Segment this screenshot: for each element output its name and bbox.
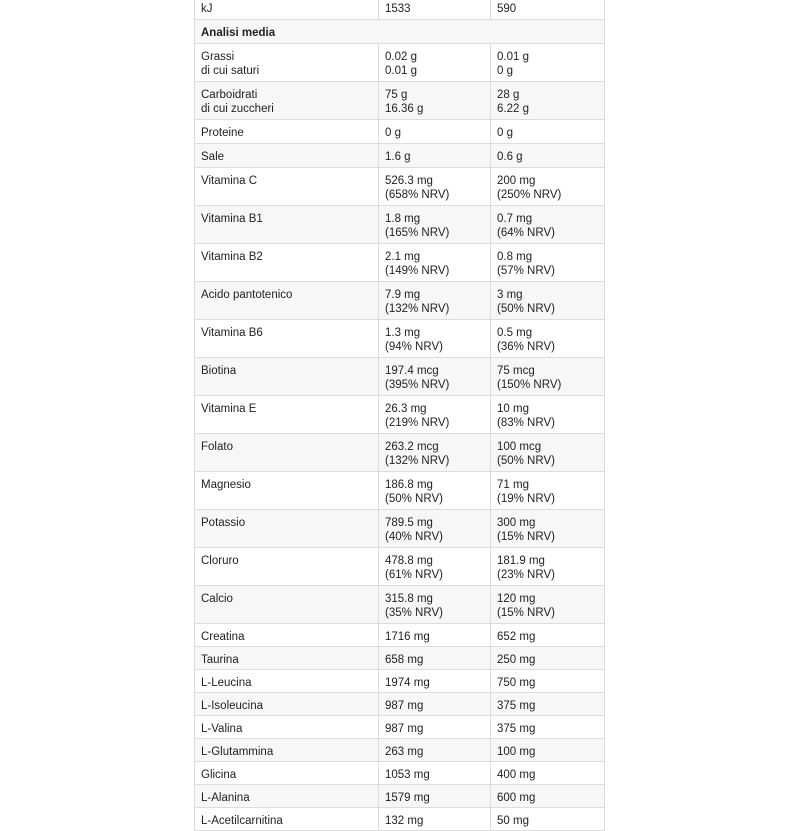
value-per-serving-cell (491, 472, 605, 510)
cell-line: 6.22 g (497, 103, 529, 115)
table-row (195, 586, 605, 624)
cell-line: 0.6 g (497, 151, 523, 163)
value-per-100g-cell (379, 808, 491, 831)
value-per-100g-cell (379, 168, 491, 206)
nutrient-name-cell (195, 358, 379, 396)
cell-line: 0.7 mg (497, 213, 533, 225)
nutrient-name-cell (195, 282, 379, 320)
value-per-100g-cell (379, 358, 491, 396)
cell-line: (149% NRV) (385, 265, 450, 277)
value-per-serving-cell (491, 693, 605, 716)
nutrient-name-cell (195, 144, 379, 168)
cell-line: (219% NRV) (385, 417, 450, 429)
section-header-row (195, 20, 605, 44)
table-row (195, 206, 605, 244)
nutrient-name-cell (195, 586, 379, 624)
cell-line: 1974 mg (385, 677, 430, 689)
cell-line: Proteine (201, 127, 244, 139)
cell-line: 1053 mg (385, 769, 430, 781)
cell-line: L-Isoleucina (201, 700, 264, 712)
cell-line: Glicina (201, 769, 237, 781)
cell-line: L-Alanina (201, 792, 250, 804)
cell-line: (40% NRV) (385, 531, 443, 543)
table-row (195, 244, 605, 282)
cell-line: 263 mg (385, 746, 424, 758)
table-row (195, 82, 605, 120)
table-row (195, 785, 605, 808)
cell-line: 200 mg (497, 175, 536, 187)
cell-line: 75 mcg (497, 365, 535, 377)
nutrient-name-cell (195, 670, 379, 693)
nutrient-name-cell (195, 168, 379, 206)
value-per-100g-cell (379, 670, 491, 693)
value-per-serving-cell (491, 624, 605, 647)
nutrition-table-container (194, 0, 604, 831)
table-row (195, 434, 605, 472)
table-row (195, 320, 605, 358)
value-per-100g-cell (379, 693, 491, 716)
cell-line: 7.9 mg (385, 289, 421, 301)
cell-line: 0 g (385, 127, 401, 139)
cell-line: 1716 mg (385, 631, 430, 643)
cell-line: 10 mg (497, 403, 529, 415)
cell-line: 120 mg (497, 593, 536, 605)
cell-line: (395% NRV) (385, 379, 450, 391)
cell-line: L-Valina (201, 723, 243, 735)
cell-line: 658 mg (385, 654, 424, 666)
cell-line: 987 mg (385, 700, 424, 712)
cell-line: Cloruro (201, 555, 239, 567)
table-row (195, 670, 605, 693)
cell-line: di cui saturi (201, 65, 260, 77)
cell-line: Taurina (201, 654, 239, 666)
cell-line: 1533 (385, 3, 411, 15)
nutrient-name-cell (195, 120, 379, 144)
cell-line: (61% NRV) (385, 569, 443, 581)
cell-line: Vitamina E (201, 403, 257, 415)
cell-line: (50% NRV) (385, 493, 443, 505)
value-per-serving-cell (491, 206, 605, 244)
value-per-serving-cell (491, 670, 605, 693)
cell-line: Acido pantotenico (201, 289, 293, 301)
cell-line: Vitamina C (201, 175, 258, 187)
value-per-100g-cell (379, 396, 491, 434)
cell-line: Sale (201, 151, 225, 163)
cell-line: 16.36 g (385, 103, 424, 115)
nutrient-name-cell (195, 510, 379, 548)
cell-line: 28 g (497, 89, 520, 101)
cell-line: 1.8 mg (385, 213, 421, 225)
cell-line: Biotina (201, 365, 237, 377)
cell-line: 100 mg (497, 746, 536, 758)
value-per-serving-cell (491, 144, 605, 168)
cell-line: di cui zuccheri (201, 103, 274, 115)
table-row (195, 808, 605, 831)
value-per-serving-cell (491, 396, 605, 434)
cell-line: 789.5 mg (385, 517, 433, 529)
value-per-100g-cell (379, 762, 491, 785)
cell-line: 0.01 g (497, 51, 529, 63)
value-per-100g-cell (379, 44, 491, 82)
cell-line: 0.8 mg (497, 251, 533, 263)
cell-line: (23% NRV) (497, 569, 555, 581)
cell-line: (35% NRV) (385, 607, 443, 619)
nutrient-name-cell (195, 434, 379, 472)
nutrient-name-cell (195, 716, 379, 739)
value-per-100g-cell (379, 244, 491, 282)
cell-line: (250% NRV) (497, 189, 562, 201)
cell-line: 1579 mg (385, 792, 430, 804)
nutrient-name-cell (195, 44, 379, 82)
cell-line: (57% NRV) (497, 265, 555, 277)
nutrient-name-cell (195, 785, 379, 808)
cell-line: kJ (201, 3, 213, 15)
cell-line: 181.9 mg (497, 555, 545, 567)
value-per-serving-cell (491, 82, 605, 120)
table-row (195, 120, 605, 144)
table-row (195, 548, 605, 586)
value-per-100g-cell (379, 320, 491, 358)
cell-line: Creatina (201, 631, 245, 643)
table-row (195, 168, 605, 206)
cell-line: 75 g (385, 89, 408, 101)
value-per-100g-cell (379, 624, 491, 647)
cell-line: (19% NRV) (497, 493, 555, 505)
section-title: Analisi media (195, 20, 605, 44)
cell-line: Potassio (201, 517, 246, 529)
table-row (195, 716, 605, 739)
cell-line: Vitamina B2 (201, 251, 263, 263)
table-row (195, 762, 605, 785)
cell-line: 186.8 mg (385, 479, 433, 491)
table-row (195, 282, 605, 320)
nutrient-name-cell (195, 762, 379, 785)
nutrient-name-cell (195, 472, 379, 510)
value-per-100g-cell (379, 120, 491, 144)
value-per-100g-cell (379, 586, 491, 624)
value-per-100g-cell (379, 647, 491, 670)
table-row (195, 44, 605, 82)
cell-line: 300 mg (497, 517, 536, 529)
value-per-serving-cell (491, 434, 605, 472)
cell-line: L-Glutammina (201, 746, 274, 758)
value-per-serving-cell (491, 320, 605, 358)
cell-line: 0.5 mg (497, 327, 533, 339)
value-per-100g-cell (379, 206, 491, 244)
table-row (195, 358, 605, 396)
cell-line: 197.4 mcg (385, 365, 439, 377)
cell-line: (15% NRV) (497, 607, 555, 619)
cell-line: 400 mg (497, 769, 536, 781)
cell-line: (50% NRV) (497, 455, 555, 467)
value-per-100g-cell (379, 472, 491, 510)
table-row (195, 510, 605, 548)
cell-line: (94% NRV) (385, 341, 443, 353)
cell-line: Folato (201, 441, 233, 453)
cell-line: Carboidrati (201, 89, 258, 101)
cell-line: Vitamina B6 (201, 327, 263, 339)
value-per-serving-cell (491, 244, 605, 282)
cell-line: 750 mg (497, 677, 536, 689)
cell-line: (50% NRV) (497, 303, 555, 315)
cell-line: 71 mg (497, 479, 529, 491)
nutrient-name-cell (195, 320, 379, 358)
cell-line: (132% NRV) (385, 303, 450, 315)
value-per-100g-cell (379, 0, 491, 20)
cell-line: 263.2 mcg (385, 441, 439, 453)
nutrient-name-cell (195, 206, 379, 244)
value-per-serving-cell (491, 510, 605, 548)
value-per-100g-cell (379, 739, 491, 762)
cell-line: (36% NRV) (497, 341, 555, 353)
table-row (195, 0, 605, 20)
table-row (195, 144, 605, 168)
value-per-100g-cell (379, 82, 491, 120)
value-per-100g-cell (379, 716, 491, 739)
cell-line: 315.8 mg (385, 593, 433, 605)
value-per-100g-cell (379, 510, 491, 548)
nutrient-name-cell (195, 693, 379, 716)
value-per-serving-cell (491, 282, 605, 320)
cell-line: 0 g (497, 65, 513, 77)
value-per-serving-cell (491, 647, 605, 670)
cell-line: 132 mg (385, 815, 424, 827)
cell-line: 375 mg (497, 723, 536, 735)
cell-line: 600 mg (497, 792, 536, 804)
cell-line: 0 g (497, 127, 513, 139)
nutrition-table-body (195, 0, 605, 831)
cell-line: 0.01 g (385, 65, 417, 77)
value-per-serving-cell (491, 808, 605, 831)
value-per-serving-cell (491, 586, 605, 624)
cell-line: 1.3 mg (385, 327, 421, 339)
cell-line: L-Leucina (201, 677, 252, 689)
value-per-100g-cell (379, 785, 491, 808)
nutrient-name-cell (195, 82, 379, 120)
table-row (195, 693, 605, 716)
cell-line: (132% NRV) (385, 455, 450, 467)
cell-line: 987 mg (385, 723, 424, 735)
value-per-serving-cell (491, 739, 605, 762)
nutrient-name-cell (195, 396, 379, 434)
cell-line: 50 mg (497, 815, 529, 827)
cell-line: 1.6 g (385, 151, 411, 163)
nutrient-name-cell (195, 244, 379, 282)
cell-line: 652 mg (497, 631, 536, 643)
value-per-serving-cell (491, 44, 605, 82)
cell-line: 3 mg (497, 289, 523, 301)
value-per-serving-cell (491, 762, 605, 785)
cell-line: 590 (497, 3, 517, 15)
nutrient-name-cell (195, 0, 379, 20)
cell-line: (64% NRV) (497, 227, 555, 239)
cell-line: 100 mcg (497, 441, 542, 453)
value-per-serving-cell (491, 716, 605, 739)
value-per-100g-cell (379, 282, 491, 320)
cell-line: 0.02 g (385, 51, 417, 63)
value-per-serving-cell (491, 548, 605, 586)
cell-line: 2.1 mg (385, 251, 421, 263)
nutrient-name-cell (195, 624, 379, 647)
cell-line: (15% NRV) (497, 531, 555, 543)
cell-line: 26.3 mg (385, 403, 427, 415)
cell-line: (83% NRV) (497, 417, 555, 429)
value-per-100g-cell (379, 144, 491, 168)
cell-line: Calcio (201, 593, 233, 605)
nutrient-name-cell (195, 647, 379, 670)
value-per-serving-cell (491, 358, 605, 396)
cell-line: 526.3 mg (385, 175, 433, 187)
value-per-serving-cell (491, 120, 605, 144)
cell-line: 478.8 mg (385, 555, 433, 567)
cell-line: Magnesio (201, 479, 251, 491)
nutrition-table (194, 0, 605, 831)
value-per-100g-cell (379, 434, 491, 472)
cell-line: Vitamina B1 (201, 213, 263, 225)
cell-line: L-Acetilcarnitina (201, 815, 283, 827)
value-per-100g-cell (379, 548, 491, 586)
nutrient-name-cell (195, 548, 379, 586)
value-per-serving-cell (491, 0, 605, 20)
cell-line: (165% NRV) (385, 227, 450, 239)
value-per-serving-cell (491, 785, 605, 808)
table-row (195, 472, 605, 510)
cell-line: 375 mg (497, 700, 536, 712)
table-row (195, 396, 605, 434)
cell-line: Grassi (201, 51, 235, 63)
table-row (195, 624, 605, 647)
value-per-serving-cell (491, 168, 605, 206)
cell-line: 250 mg (497, 654, 536, 666)
nutrient-name-cell (195, 808, 379, 831)
cell-line: (658% NRV) (385, 189, 450, 201)
cell-line: (150% NRV) (497, 379, 562, 391)
table-row (195, 739, 605, 762)
nutrient-name-cell (195, 739, 379, 762)
table-row (195, 647, 605, 670)
